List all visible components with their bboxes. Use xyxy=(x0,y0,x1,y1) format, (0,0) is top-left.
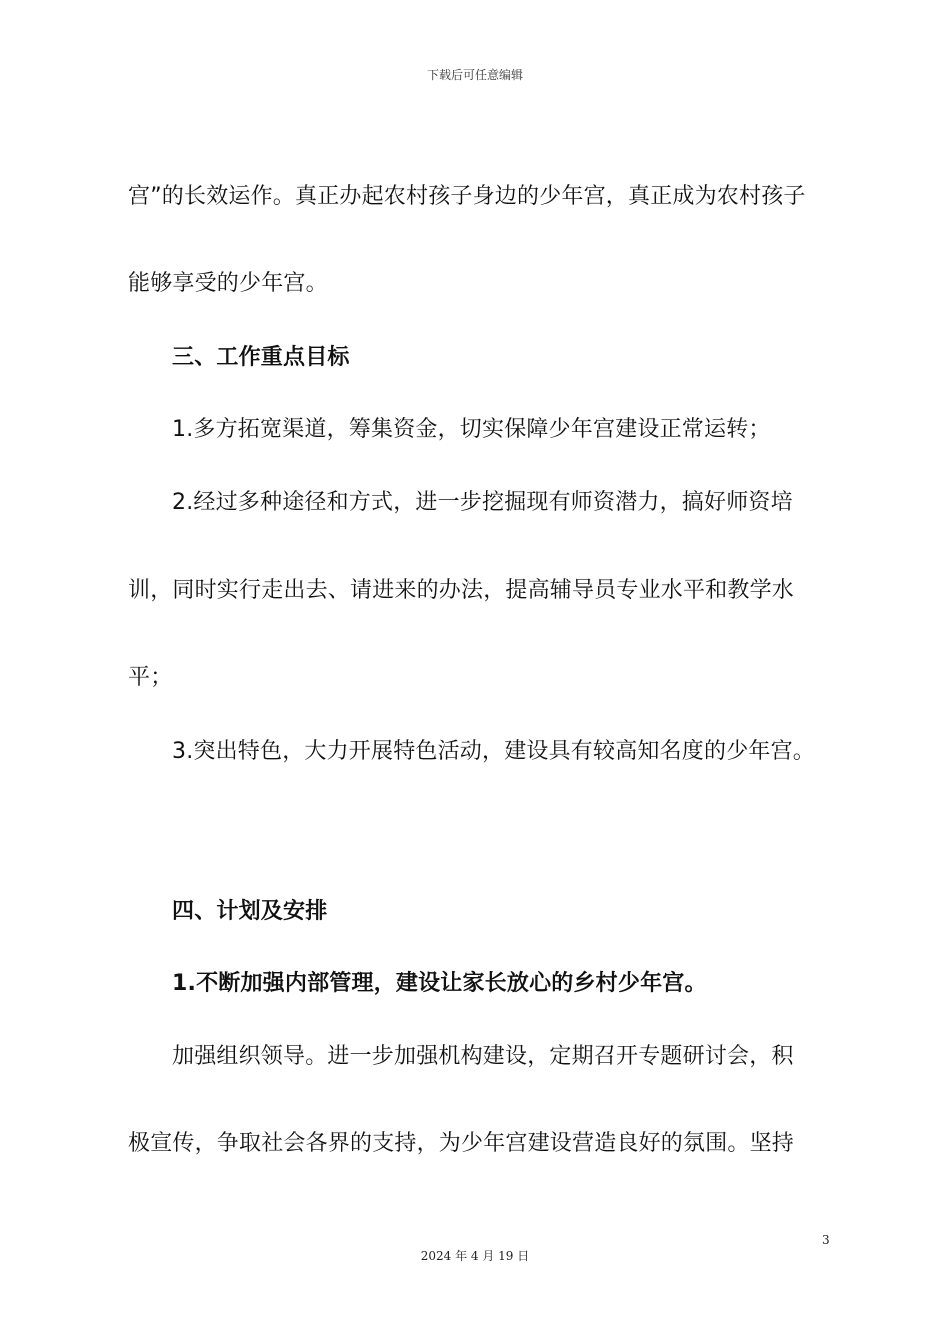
body-text-line: 加强组织领导。进一步加强机构建设，定期召开专题研讨会，积 xyxy=(172,1044,794,1069)
footer-date: 2024 年 4 月 19 日 xyxy=(420,1249,530,1263)
goal-item-1: 1.多方拓宽渠道，筹集资金，切实保障少年宫建设正常运转； xyxy=(172,417,771,442)
section-heading-plan: 四、计划及安排 xyxy=(172,899,328,924)
plan-item-1-title: 1.不断加强内部管理，建设让家长放心的乡村少年宫。 xyxy=(172,971,707,996)
body-text-line: 极宣传，争取社会各界的支持，为少年宫建设营造良好的氛围。坚持 xyxy=(128,1131,795,1156)
section-heading-goals: 三、工作重点目标 xyxy=(172,345,350,370)
goal-item-2-continued: 训，同时实行走出去、请进来的办法，提高辅导员专业水平和教学水 xyxy=(128,578,795,603)
body-text-line: 宫”的长效运作。真正办起农村孩子身边的少年宫，真正成为农村孩子 xyxy=(128,184,806,209)
header-note: 下载后可任意编辑 xyxy=(426,68,523,82)
body-text-line: 能够享受的少年宫。 xyxy=(128,271,328,296)
page-number: 3 xyxy=(822,1233,830,1247)
goal-item-2-continued: 平； xyxy=(128,665,173,690)
goal-item-3: 3.突出特色，大力开展特色活动，建设具有较高知名度的少年宫。 xyxy=(172,739,815,764)
goal-item-2: 2.经过多种途径和方式，进一步挖掘现有师资潜力，搞好师资培 xyxy=(172,490,793,515)
